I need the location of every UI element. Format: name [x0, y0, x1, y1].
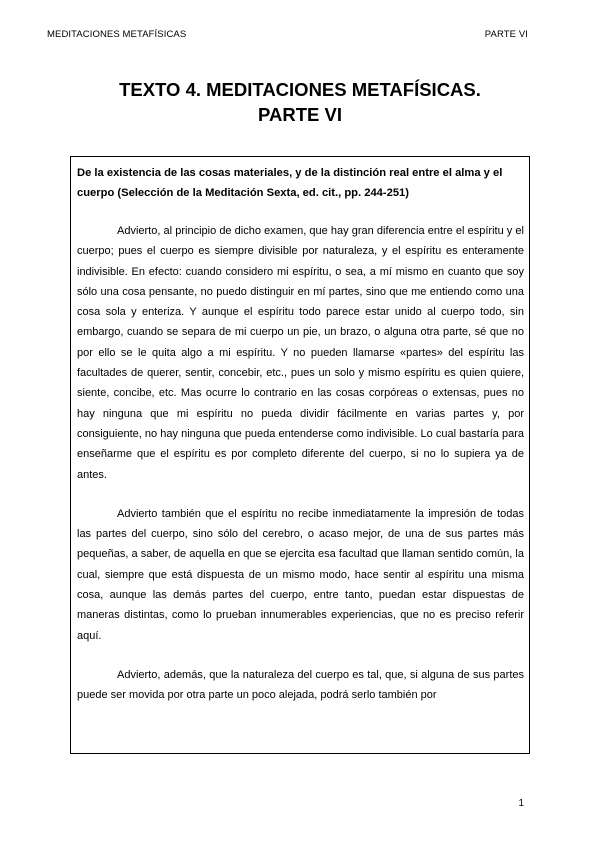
- excerpt-paragraph: Advierto también que el espíritu no recibe inmediatamente la impresión de todas las partes del cuerpo, sino sólo del cerebro, o acaso mejor, de una de sus partes más pequeñas, a saber, de aquella en que se ejercita esa facultad que llaman sentido común, la cual, siempre que está dispuesta de un mismo modo, hace sentir al espíritu una misma cosa, aunque las demás partes del cuerpo, entre tanto, puedan estar dispuestas de maneras distintas, como lo prueban innumerables experiencias, que no es preciso referir aquí.: [77, 507, 524, 642]
- excerpt-paragraph: Advierto, además, que la naturaleza del cuerpo es tal, que, si alguna de sus partes puede ser movida por otra parte un poco alejada, podrá serlo también por: [77, 668, 524, 702]
- excerpt-heading: De la existencia de las cosas materiales, y de la distinción real entre el alma y el cuerpo (Selección de la Meditación Sexta, ed. cit., pp. 244-251): [77, 167, 503, 199]
- document-title-line-2: PARTE VI: [258, 104, 342, 125]
- text-excerpt-box: [70, 156, 530, 754]
- running-header: [47, 29, 528, 43]
- page-number: 1: [518, 798, 524, 809]
- running-header-section: PARTE VI: [484, 29, 528, 40]
- document-title-line-1: TEXTO 4. MEDITACIONES METAFÍSICAS.: [119, 79, 481, 100]
- document-title: [0, 77, 600, 127]
- running-header-title: MEDITACIONES METAFÍSICAS: [47, 29, 187, 40]
- excerpt-paragraph: Advierto, al principio de dicho examen, que hay gran diferencia entre el espíritu y el cuerpo; pues el cuerpo es siempre divisible por naturaleza, y el espíritu es enteramente indivisible. En efecto: cuando considero mi espíritu, o sea, a mí mismo en cuanto que soy sólo una cosa pensante, no puedo distinguir en mí partes, sino que me entiendo como una cosa sola y enteriza. Y aunque el espíritu todo parece estar unido al cuerpo todo, sin embargo, cuando se separa de mi cuerpo un pie, un brazo, o alguna otra parte, sé que no por ello se le quita algo a mi espíritu. Y no pueden llamarse «partes» del espíritu las facultades de querer, sentir, concebir, etc., pues un solo y mismo espíritu es quien quiere, siente, concibe, etc. Mas ocurre lo contrario en las cosas corpóreas o extensas, pues no hay ninguna que mi espíritu no pueda dividir fácilmente en varias partes y, por consiguiente, no hay ninguna que pueda entenderse como indivisible. Lo cual bastaría para enseñarme que el espíritu es por completo diferente del cuerpo, si no lo supiera ya de antes.: [77, 225, 524, 481]
